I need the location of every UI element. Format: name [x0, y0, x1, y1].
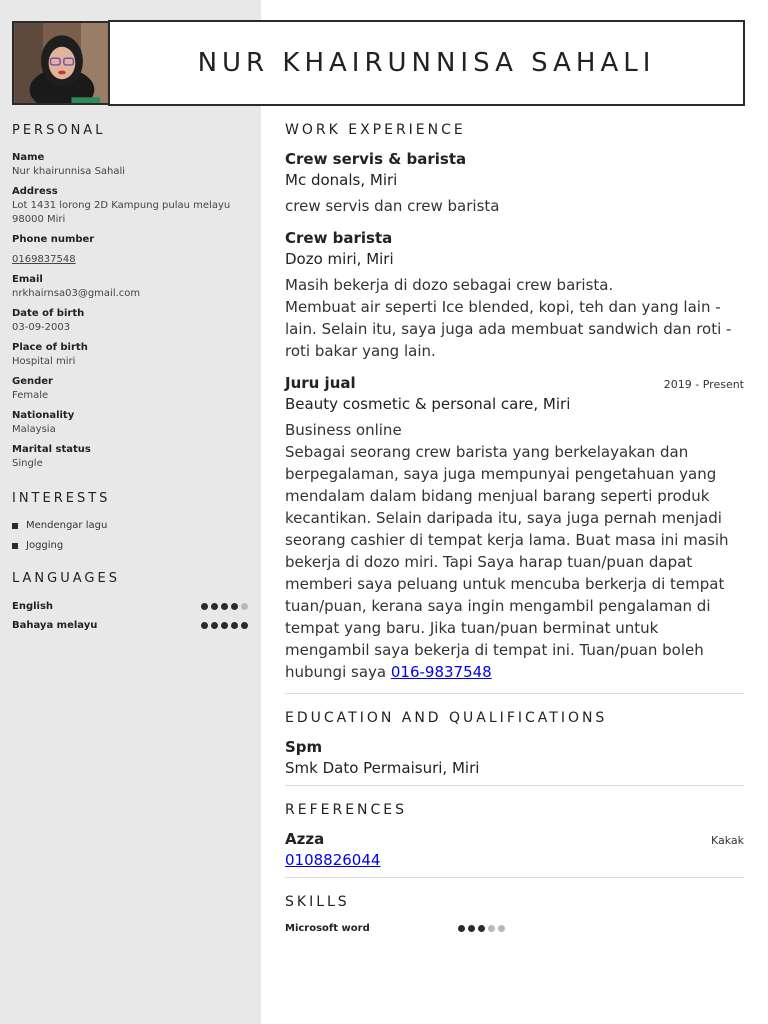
- education-title: Spm: [285, 738, 323, 756]
- interests-title: INTERESTS: [12, 491, 111, 506]
- rating-dot: [478, 925, 485, 932]
- reference-phone-link[interactable]: 0108826044: [285, 851, 381, 869]
- job-title: Crew barista: [285, 229, 393, 247]
- field-label: Marital status: [12, 444, 91, 455]
- main-content: [285, 122, 744, 936]
- job-title: Crew servis & barista: [285, 150, 467, 168]
- profile-photo-image: [14, 23, 108, 103]
- field-value: nrkhairnsa03@gmail.com: [12, 288, 141, 299]
- language-name: Bahaya melayu: [12, 619, 98, 631]
- language-rating: [201, 603, 248, 610]
- languages-title: LANGUAGES: [12, 571, 120, 586]
- personal-field: [12, 185, 248, 227]
- personal-field: [12, 233, 248, 267]
- personal-field: [12, 443, 248, 471]
- rating-dot: [498, 925, 505, 932]
- education-title: EDUCATION AND QUALIFICATIONS: [285, 710, 608, 726]
- personal-field: [12, 307, 248, 335]
- references-title: REFERENCES: [285, 802, 408, 818]
- skills-list: [285, 920, 744, 936]
- rating-dot: [488, 925, 495, 932]
- reference-relation: Kakak: [710, 834, 744, 847]
- personal-title: PERSONAL: [12, 123, 106, 138]
- sidebar-content: [12, 123, 248, 637]
- language-name: English: [12, 600, 54, 612]
- field-value: Malaysia: [12, 424, 56, 435]
- language-list: [12, 599, 248, 632]
- skill-name: Microsoft word: [285, 922, 370, 934]
- reference-name: Azza: [285, 830, 325, 848]
- rating-dot: [468, 925, 475, 932]
- interest-label: Jogging: [26, 540, 64, 551]
- reference-header: [285, 828, 744, 850]
- language-item: [12, 599, 248, 613]
- job-title: Juru jual: [285, 374, 356, 392]
- skills-title: SKILLS: [285, 894, 350, 910]
- bullet-icon: [12, 543, 18, 549]
- divider: [285, 693, 744, 694]
- references-list: [285, 828, 744, 871]
- job-organization: Dozo miri, Miri: [285, 250, 394, 268]
- interest-list: [12, 519, 248, 553]
- rating-dot: [221, 603, 228, 610]
- job-entry: [285, 372, 744, 683]
- field-value: 03-09-2003: [12, 322, 71, 333]
- personal-field: [12, 409, 248, 437]
- field-value: Lot 1431 lorong 2D Kampung pulau melayu 98000 Miri: [12, 200, 231, 225]
- field-value: Hospital miri: [12, 356, 76, 367]
- job-description-text: Masih bekerja di dozo sebagai crew barista. Membuat air seperti Ice blended, kopi, teh dan yang lain - lain. Selain itu, saya juga ada membuat sandwich dan roti - roti bakar yang lain.: [285, 276, 732, 360]
- field-label: Email: [12, 274, 43, 285]
- skill-rating: [458, 925, 505, 932]
- full-name: NUR KHAIRUNNISA SAHALI: [197, 48, 656, 78]
- rating-dot: [241, 603, 248, 610]
- job-header: [285, 372, 744, 394]
- field-label: Gender: [12, 376, 53, 387]
- divider: [285, 877, 744, 878]
- field-label: Address: [12, 186, 58, 197]
- interest-item: [12, 539, 248, 553]
- job-date: 2019 - Present: [663, 378, 744, 391]
- profile-photo: [12, 21, 110, 105]
- job-header: [285, 148, 744, 170]
- bullet-icon: [12, 523, 18, 529]
- job-description-text: crew servis dan crew barista: [285, 197, 500, 215]
- job-entry: [285, 227, 744, 362]
- work-experience-title: WORK EXPERIENCE: [285, 122, 466, 138]
- rating-dot: [231, 603, 238, 610]
- job-description-text: Business online Sebagai seorang crew barista yang berkelayakan dan berpegalaman, saya juga mempunyai pengetahuan yang mendalam dalam bidang menjual barang seperti produk kecantikan. Selain daripada itu, saya juga pernah menjadi seorang cashier di tempat kerja lama. Buat masa ini masih bekerja di dozo miri. Tapi Saya harap tuan/puan dapat memberi saya peluang untuk mencuba berkerja di tempat tuan/puan, kerana saya ingin mengambil pengalaman di tempat yang baru. Jika tuan/puan berminat untuk mengambil saya bekerja di tempat ini. Tuan/puan boleh hubungi saya: [285, 421, 729, 681]
- education-list: [285, 736, 744, 779]
- personal-field: [12, 273, 248, 301]
- rating-dot: [221, 622, 228, 629]
- personal-fields: [12, 151, 248, 471]
- job-organization: Mc donals, Miri: [285, 171, 398, 189]
- field-label: Place of birth: [12, 342, 88, 353]
- field-label: Date of birth: [12, 308, 85, 319]
- interests-section: [12, 491, 248, 553]
- divider: [285, 785, 744, 786]
- skill-item: [285, 920, 744, 936]
- job-header: [285, 227, 744, 249]
- job-entry: [285, 148, 744, 217]
- rating-dot: [201, 603, 208, 610]
- field-value: Female: [12, 390, 49, 401]
- education-entry: [285, 736, 744, 779]
- job-description: [285, 274, 744, 362]
- personal-field: [12, 375, 248, 403]
- job-list: [285, 148, 744, 683]
- reference-entry: [285, 828, 744, 871]
- rating-dot: [458, 925, 465, 932]
- language-rating: [201, 622, 248, 629]
- rating-dot: [201, 622, 208, 629]
- field-value: Single: [12, 458, 43, 469]
- field-label: Name: [12, 152, 45, 163]
- field-value: Nur khairunnisa Sahali: [12, 166, 126, 177]
- job-description: [285, 419, 744, 683]
- interest-item: [12, 519, 248, 533]
- rating-dot: [211, 603, 218, 610]
- rating-dot: [241, 622, 248, 629]
- phone-link[interactable]: 016-9837548: [390, 663, 492, 681]
- phone-link[interactable]: 0169837548: [12, 254, 76, 265]
- rating-dot: [211, 622, 218, 629]
- rating-dot: [231, 622, 238, 629]
- field-label: Phone number: [12, 234, 95, 245]
- job-organization: Beauty cosmetic & personal care, Miri: [285, 395, 571, 413]
- personal-field: [12, 341, 248, 369]
- education-school: Smk Dato Permaisuri, Miri: [285, 759, 480, 777]
- personal-field: [12, 151, 248, 179]
- field-label: Nationality: [12, 410, 75, 421]
- language-item: [12, 618, 248, 632]
- job-description: [285, 195, 744, 217]
- interest-label: Mendengar lagu: [26, 520, 108, 531]
- languages-section: [12, 571, 248, 632]
- name-header: [108, 20, 745, 106]
